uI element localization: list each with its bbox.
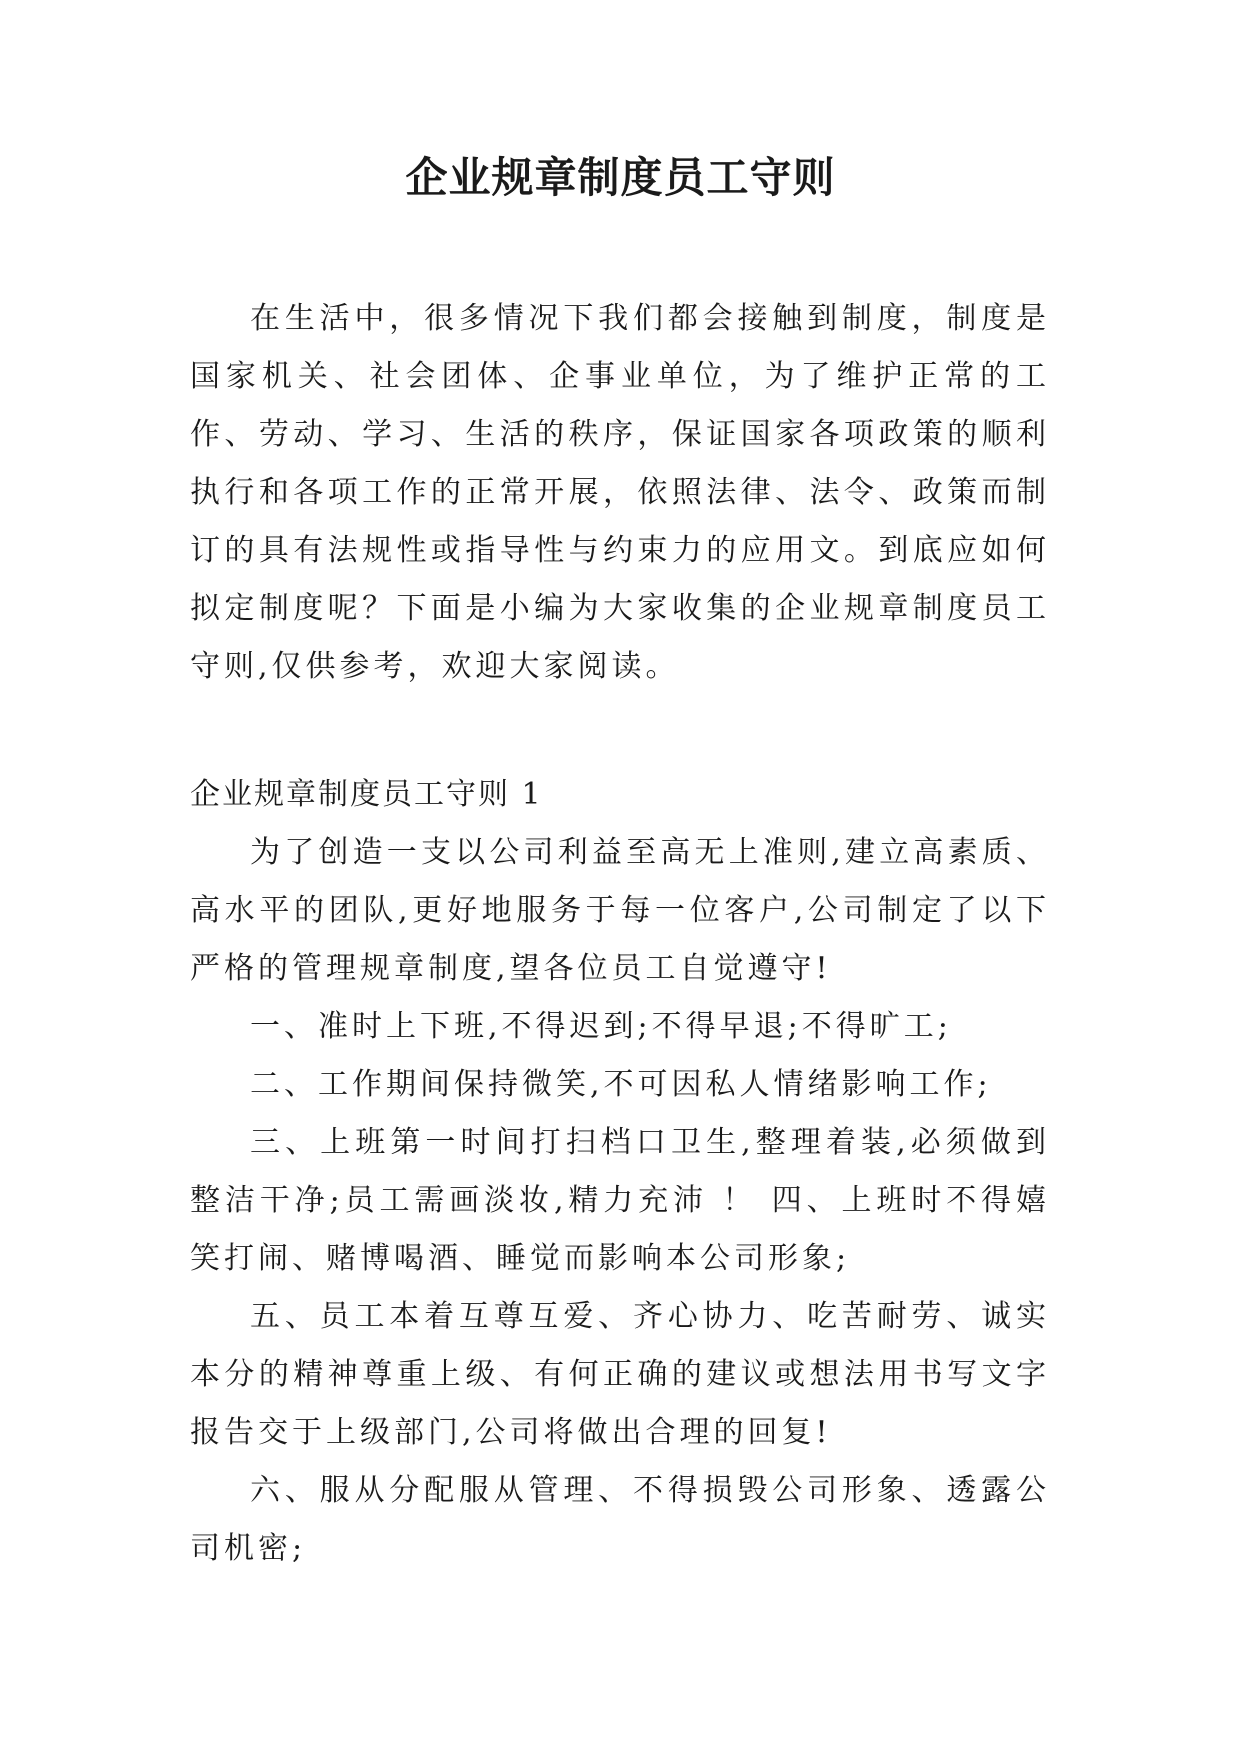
section-intro-paragraph: 为了创造一支以公司利益至高无上准则,建立高素质、高水平的团队,更好地服务于每一位客户,公司制定了以下严格的管理规章制度,望各位员工自觉遵守!: [190, 835, 1050, 986]
rule-item: 一、准时上下班,不得迟到;不得早退;不得旷工;: [250, 1009, 952, 1044]
document-body: [190, 290, 1050, 1578]
intro-paragraph: 在生活中，很多情况下我们都会接触到制度，制度是国家机关、社会团体、企事业单位，为了维护正常的工作、劳动、学习、生活的秩序，保证国家各项政策的顺利执行和各项工作的正常开展，依照法律、法令、政策而制订的具有法规性或指导性与约束力的应用文。到底应如何拟定制度呢？下面是小编为大家收集的企业规章制度员工守则,仅供参考，欢迎大家阅读。: [190, 301, 1050, 684]
rule-item: 六、服从分配服从管理、不得损毁公司形象、透露公司机密;: [190, 1473, 1050, 1566]
rule-item: 三、上班第一时间打扫档口卫生,整理着装,必须做到整洁干净;员工需画淡妆,精力充沛 ！ 四、上班时不得嬉笑打闹、赌博喝酒、睡觉而影响本公司形象;: [190, 1125, 1050, 1276]
document-title: 企业规章制度员工守则: [405, 153, 836, 202]
rule-item: 二、工作期间保持微笑,不可因私人情绪影响工作;: [250, 1067, 992, 1102]
section-heading: 企业规章制度员工守则 1: [190, 777, 543, 812]
rule-item: 五、员工本着互尊互爱、齐心协力、吃苦耐劳、诚实本分的精神尊重上级、有何正确的建议或想法用书写文字报告交于上级部门,公司将做出合理的回复!: [190, 1299, 1050, 1450]
